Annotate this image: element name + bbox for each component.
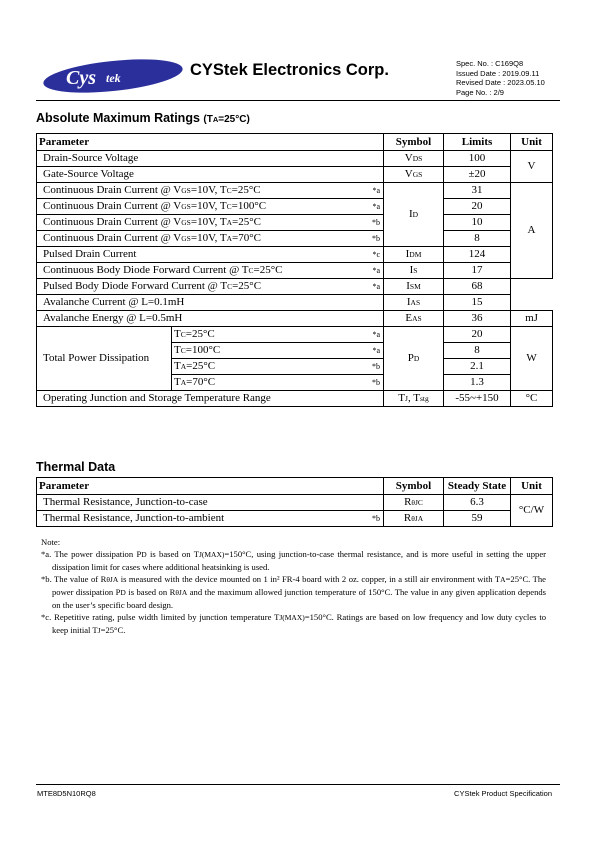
symbol-cell: RθJC [384,495,444,511]
table-row [37,263,553,279]
param-cell: Operating Junction and Storage Temperature Range [37,391,384,407]
limit-cell: 15 [444,295,511,311]
thermal-title: Thermal Data [36,460,116,474]
limit-cell: 10 [444,215,511,231]
unit-cell: °C/W [511,495,553,527]
limit-cell: 8 [444,231,511,247]
note-ref: *a [372,186,381,195]
unit-cell-w: W [511,327,553,391]
unit-cell: °C [511,391,553,407]
param-cell: Continuous Drain Current @ VGS=10V, TA=25°C *b [37,215,384,231]
amr-header-unit: Unit [511,134,553,151]
value-cell: 6.3 [444,495,511,511]
param-cell: Continuous Body Diode Forward Current @ TC=25°C *a [37,263,384,279]
symbol-cell: IDM [384,247,444,263]
param-cell: Avalanche Current @ L=0.1mH [37,295,384,311]
param-cell: Avalanche Energy @ L=0.5mH [37,311,384,327]
symbol-cell-id: ID [384,183,444,247]
revised-date: Revised Date : 2023.05.10 [456,78,545,87]
table-row [37,215,553,231]
symbol-cell: VDS [384,151,444,167]
spec-info [456,59,545,97]
footer-divider [36,784,560,785]
amr-title-text: Absolute Maximum Ratings [36,111,200,125]
note-ref: *a [372,346,381,355]
param-cell: Drain-Source Voltage [37,151,384,167]
note-ref: *a [372,266,381,275]
value-cell: 59 [444,511,511,527]
table-row [37,511,553,527]
limit-cell: 31 [444,183,511,199]
table-row [37,231,553,247]
table-row [37,391,553,407]
thermal-header-param: Parameter [37,478,384,495]
company-name: CYStek Electronics Corp. [190,61,389,79]
svg-text:tek: tek [106,71,121,85]
notes [41,536,546,637]
thermal-header-unit: Unit [511,478,553,495]
param-cell: Continuous Drain Current @ VGS=10V, TC=25°C *a [37,183,384,199]
footer-part-number: MTE8D5N10RQ8 [37,789,96,798]
table-row [37,183,553,199]
amr-table [36,133,553,407]
table-row [37,295,553,311]
note-c: *c. Repetitive rating, pulse width limited by junction temperature TJ(MAX)=150°C. Ratings are based on low frequency and low duty cycles to keep initial TJ=25°C. [41,612,547,635]
limit-cell: 17 [444,263,511,279]
cystek-logo [42,56,184,96]
note-ref: *b [372,218,381,227]
param-cell: Continuous Drain Current @ VGS=10V, TC=100°C *a [37,199,384,215]
limit-cell: ±20 [444,167,511,183]
thermal-table [36,477,553,527]
limit-cell: 20 [444,327,511,343]
symbol-cell: TJ, Tstg [384,391,444,407]
symbol-cell-pd: PD [384,327,444,391]
pd-param-cell: Total Power Dissipation [37,327,172,391]
limit-cell: 20 [444,199,511,215]
unit-cell-a: A [511,183,553,279]
limit-cell: 1.3 [444,375,511,391]
thermal-header-symbol: Symbol [384,478,444,495]
symbol-cell: ISM [384,279,444,295]
unit-cell-v: V [511,151,553,183]
limit-cell: -55~+150 [444,391,511,407]
note-b: *b. The value of RθJA is measured with the device mounted on 1 in² FR-4 board with 2 oz. copper, in a still air environment with TA=25°C. The power dissipation PD is based on RθJA and the maximum allowed junction temperature of 150°C. The value in any given application depends on the user’s specific board design. [41,574,547,610]
thermal-header-state: Steady State [444,478,511,495]
unit-cell: mJ [511,311,553,327]
amr-title: Absolute Maximum Ratings (TA=25°C) [36,111,250,125]
note-ref: *a [372,282,381,291]
param-cell: Continuous Drain Current @ VGS=10V, TA=70°C *b [37,231,384,247]
param-cell: Thermal Resistance, Junction-to-ambient *b [37,511,384,527]
param-cell: Pulsed Drain Current *c [37,247,384,263]
note-ref: *b [372,234,381,243]
pd-cond-cell: TC=25°C *a [172,327,384,343]
pd-cond-cell: TA=70°C *b [172,375,384,391]
symbol-cell: VGS [384,167,444,183]
table-row [37,279,553,295]
note-ref: *a [372,202,381,211]
limit-cell: 8 [444,343,511,359]
svg-text:Cys: Cys [66,67,96,89]
table-row [37,311,553,327]
footer-label: CYStek Product Specification [454,789,552,798]
symbol-cell: RθJA [384,511,444,527]
limit-cell: 100 [444,151,511,167]
pd-cond-cell: TA=25°C *b [172,359,384,375]
symbol-cell: IS [384,263,444,279]
limit-cell: 124 [444,247,511,263]
notes-label: Note: [41,537,61,547]
table-row [37,151,553,167]
note-a: *a. The power dissipation PD is based on TJ(MAX)=150°C, using junction-to-case thermal resistance, and is more useful in setting the upper dissipation limit for cases where additional heatsinking is used. [41,549,546,572]
limit-cell: 36 [444,311,511,327]
param-cell: Gate-Source Voltage [37,167,384,183]
note-ref: *b [372,362,381,371]
table-row [37,495,553,511]
note-ref: *a [372,330,381,339]
note-ref: *b [372,514,380,523]
limit-cell: 2.1 [444,359,511,375]
symbol-cell: EAS [384,311,444,327]
table-row [37,167,553,183]
note-ref: *b [372,378,381,387]
table-row [37,327,553,343]
amr-header-symbol: Symbol [384,134,444,151]
amr-header-param: Parameter [37,134,384,151]
header-divider [36,100,560,101]
table-row [37,199,553,215]
page-no: Page No. : 2/9 [456,87,504,97]
issued-date: Issued Date : 2019.09.11 [456,68,540,78]
symbol-cell: IAS [384,295,444,311]
amr-header-limits: Limits [444,134,511,151]
param-cell: Pulsed Body Diode Forward Current @ TC=25°C *a [37,279,384,295]
limit-cell: 68 [444,279,511,295]
param-cell: Thermal Resistance, Junction-to-case [37,495,384,511]
pd-cond-cell: TC=100°C *a [172,343,384,359]
note-ref: *c [372,250,381,259]
spec-no: Spec. No. : C169Q8 [456,59,524,68]
table-row [37,247,553,263]
